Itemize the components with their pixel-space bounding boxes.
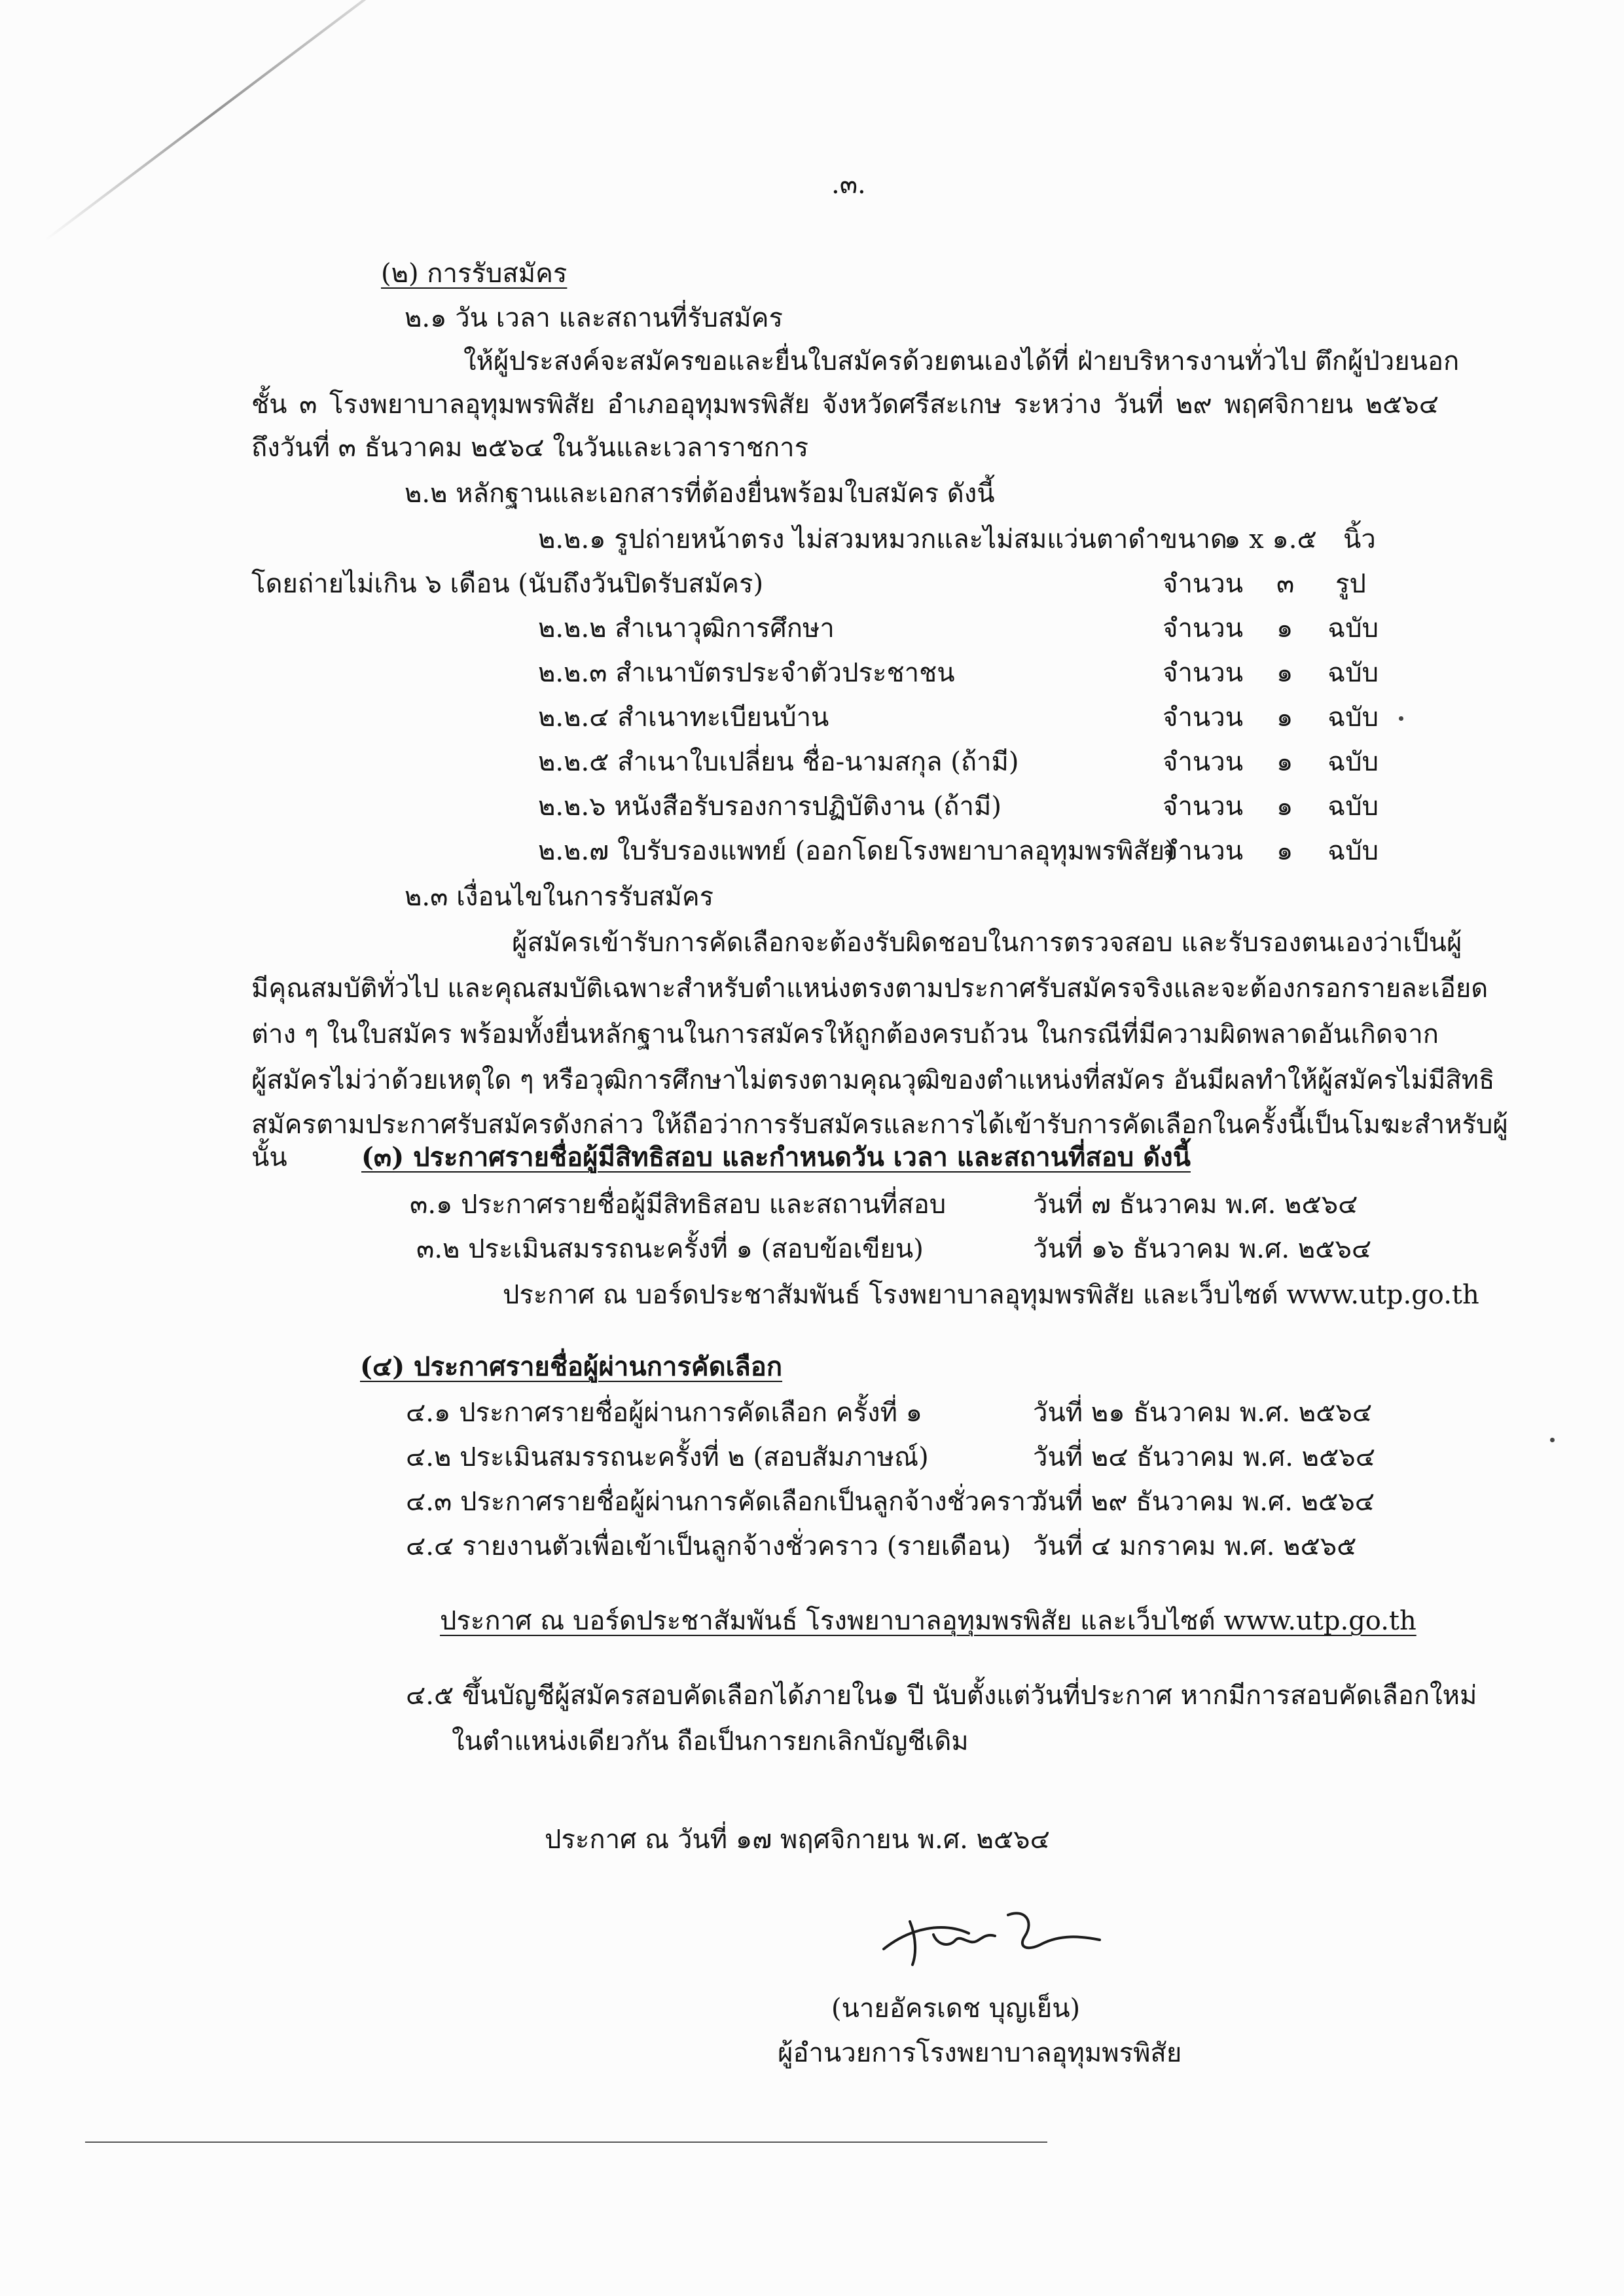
s22-item-qty-label: จำนวน <box>1163 702 1244 733</box>
s3-row-text: ๓.๒ ประเมินสมรรถนะครั้งที่ ๑ (สอบข้อเขียน) <box>416 1234 924 1264</box>
s22-item-qty: ๑ <box>1276 658 1293 688</box>
s4-row-date: วันที่ ๒๑ ธันวาคม พ.ศ. ๒๕๖๔ <box>1033 1398 1373 1428</box>
s4-row-text: ๔.๒ ประเมินสมรรถนะครั้งที่ ๒ (สอบสัมภาษณ์) <box>406 1442 929 1472</box>
s23-line-1: ผู้สมัครเข้ารับการคัดเลือกจะต้องรับผิดชอบในการตรวจสอบ และรับรองตนเองว่าเป็นผู้ <box>512 928 1462 958</box>
s22-item-unit: ฉบับ <box>1327 658 1379 688</box>
s23-line-5: สมัครตามประกาศรับสมัครดังกล่าว ให้ถือว่าการรับสมัครและการได้เข้ารับการคัดเลือกในครั้งนี้เป็นโมฆะสำหรับผู้ <box>251 1110 1508 1140</box>
s22-photo-unit: นิ้ว <box>1343 524 1376 555</box>
scan-speck <box>1399 716 1403 721</box>
s22-photo-qty-label: จำนวน <box>1163 569 1244 599</box>
s23-line-3: ต่าง ๆ ในใบสมัคร พร้อมทั้งยื่นหลักฐานในการสมัครให้ถูกต้องครบถ้วน ในกรณีที่มีความผิดพลาดอันเกิดจาก <box>251 1019 1439 1049</box>
s22-title: ๒.๒ หลักฐานและเอกสารที่ต้องยื่นพร้อมใบสมัคร ดังนี้ <box>405 479 995 509</box>
s22-item-qty-label: จำนวน <box>1163 836 1244 866</box>
s22-item-qty-label: จำนวน <box>1163 747 1244 777</box>
footer-rule <box>85 2141 1047 2143</box>
s4-row-text: ๔.๔ รายงานตัวเพื่อเข้าเป็นลูกจ้างชั่วคราว (รายเดือน) <box>406 1531 1011 1561</box>
section4-heading: (๔) ประกาศรายชื่อผู้ผ่านการคัดเลือก <box>360 1351 783 1382</box>
s23-line-2: มีคุณสมบัติทั่วไป และคุณสมบัติเฉพาะสำหรับตำแหน่งตรงตามประกาศรับสมัครจริงและจะต้องกรอกรายละเอียด <box>251 974 1489 1004</box>
scan-speck <box>1550 1438 1555 1442</box>
s23-title: ๒.๓ เงื่อนไขในการรับสมัคร <box>405 882 714 912</box>
s22-item-qty-label: จำนวน <box>1163 792 1244 822</box>
s4-row-date: วันที่ ๒๙ ธันวาคม พ.ศ. ๒๕๖๔ <box>1033 1487 1375 1517</box>
s22-item: ๒.๒.๓ สำเนาบัตรประจำตัวประชาชน <box>538 658 955 688</box>
s22-item-unit: ฉบับ <box>1327 702 1379 733</box>
s45-line-2: ในตำแหน่งเดียวกัน ถือเป็นการยกเลิกบัญชีเดิม <box>452 1726 969 1757</box>
scan-edge-artifact <box>45 0 381 242</box>
s3-row-date: วันที่ ๗ ธันวาคม พ.ศ. ๒๕๖๔ <box>1033 1190 1358 1220</box>
section2-heading: (๒) การรับสมัคร <box>381 259 568 289</box>
s22-item-unit: ฉบับ <box>1327 747 1379 777</box>
s22-item: ๒.๒.๖ หนังสือรับรองการปฏิบัติงาน (ถ้ามี) <box>538 792 1001 822</box>
s45-line-1: ๔.๕ ขึ้นบัญชีผู้สมัครสอบคัดเลือกได้ภายใน๑ ปี นับตั้งแต่วันที่ประกาศ หากมีการสอบคัดเลือกใหม่ <box>406 1681 1477 1711</box>
s22-item-qty-label: จำนวน <box>1163 613 1244 644</box>
s21-title: ๒.๑ วัน เวลา และสถานที่รับสมัคร <box>405 303 784 333</box>
s22-item-qty: ๑ <box>1276 792 1293 822</box>
s22-item-unit: ฉบับ <box>1327 792 1379 822</box>
s22-photo-qty-unit: รูป <box>1335 569 1366 599</box>
s22-item-unit: ฉบับ <box>1327 613 1379 644</box>
s22-item-qty: ๑ <box>1276 836 1293 866</box>
s22-item-qty-label: จำนวน <box>1163 658 1244 688</box>
s22-item: ๒.๒.๒ สำเนาวุฒิการศึกษา <box>538 613 835 644</box>
section3-heading: (๓) ประกาศรายชื่อผู้มีสิทธิสอบ และกำหนดวัน เวลา และสถานที่สอบ ดังนี้ <box>361 1142 1191 1173</box>
s22-photo-qty: ๓ <box>1276 569 1295 599</box>
s21-line-2: ชั้น ๓ โรงพยาบาลอุทุมพรพิสัย อำเภออุทุมพรพิสัย จังหวัดศรีสะเกษ ระหว่าง วันที่ ๒๙ พฤศจิกายน ๒๕๖๔ <box>251 390 1439 420</box>
s21-line-3: ถึงวันที่ ๓ ธันวาคม ๒๕๖๔ ในวันและเวลาราชการ <box>251 433 809 463</box>
s22-photo-line2: โดยถ่ายไม่เกิน ๖ เดือน (นับถึงวันปิดรับสมัคร) <box>251 569 764 599</box>
signer-name: (นายอัครเดช บุญเย็น) <box>831 1994 1081 2024</box>
s23-line-4: ผู้สมัครไม่ว่าด้วยเหตุใด ๆ หรือวุฒิการศึกษาไม่ตรงตามคุณวุฒิของตำแหน่งที่สมัคร อันมีผลทำให้ผู้สมัครไม่มีสิทธิ <box>251 1065 1495 1095</box>
page-number: .๓. <box>831 170 866 200</box>
s4-row-text: ๔.๓ ประกาศรายชื่อผู้ผ่านการคัดเลือกเป็นลูกจ้างชั่วคราว <box>406 1487 1041 1517</box>
s3-row-date: วันที่ ๑๖ ธันวาคม พ.ศ. ๒๕๖๔ <box>1033 1234 1372 1264</box>
announce-date: ประกาศ ณ วันที่ ๑๗ พฤศจิกายน พ.ศ. ๒๕๖๔ <box>545 1825 1050 1855</box>
s21-line-1: ให้ผู้ประสงค์จะสมัครขอและยื่นใบสมัครด้วยตนเองได้ที่ ฝ่ายบริหารงานทั่วไป ตึกผู้ป่วยนอก <box>463 346 1460 376</box>
signature <box>871 1902 1113 1974</box>
s3-row-text: ๓.๑ ประกาศรายชื่อผู้มีสิทธิสอบ และสถานที่สอบ <box>410 1190 947 1220</box>
s22-item: ๒.๒.๕ สำเนาใบเปลี่ยน ชื่อ-นามสกุล (ถ้ามี) <box>538 747 1019 777</box>
s4-row-date: วันที่ ๔ มกราคม พ.ศ. ๒๕๖๕ <box>1033 1531 1357 1561</box>
s22-item-qty: ๑ <box>1276 747 1293 777</box>
s22-item: ๒.๒.๔ สำเนาทะเบียนบ้าน <box>538 702 829 733</box>
s22-item-qty: ๑ <box>1276 702 1293 733</box>
signer-title: ผู้อำนวยการโรงพยาบาลอุทุมพรพิสัย <box>778 2038 1182 2068</box>
s22-item-qty: ๑ <box>1276 613 1293 644</box>
s22-photo-size: ๑ x ๑.๕ <box>1224 524 1317 555</box>
s4-row-text: ๔.๑ ประกาศรายชื่อผู้ผ่านการคัดเลือก ครั้งที่ ๑ <box>406 1398 923 1428</box>
s4-notice: ประกาศ ณ บอร์ดประชาสัมพันธ์ โรงพยาบาลอุทุมพรพิสัย และเว็บไซต์ www.utp.go.th <box>440 1606 1416 1636</box>
s22-item: ๒.๒.๗ ใบรับรองแพทย์ (ออกโดยโรงพยาบาลอุทุมพรพิสัย) <box>538 836 1175 866</box>
s23-last-word: นั้น <box>251 1142 287 1173</box>
s22-photo-line1: ๒.๒.๑ รูปถ่ายหน้าตรง ไม่สวมหมวกและไม่สมแว่นตาดำขนาด <box>538 524 1227 555</box>
s4-row-date: วันที่ ๒๔ ธันวาคม พ.ศ. ๒๕๖๔ <box>1033 1442 1375 1472</box>
s22-item-unit: ฉบับ <box>1327 836 1379 866</box>
s3-notice: ประกาศ ณ บอร์ดประชาสัมพันธ์ โรงพยาบาลอุทุมพรพิสัย และเว็บไซต์ www.utp.go.th <box>503 1280 1479 1310</box>
